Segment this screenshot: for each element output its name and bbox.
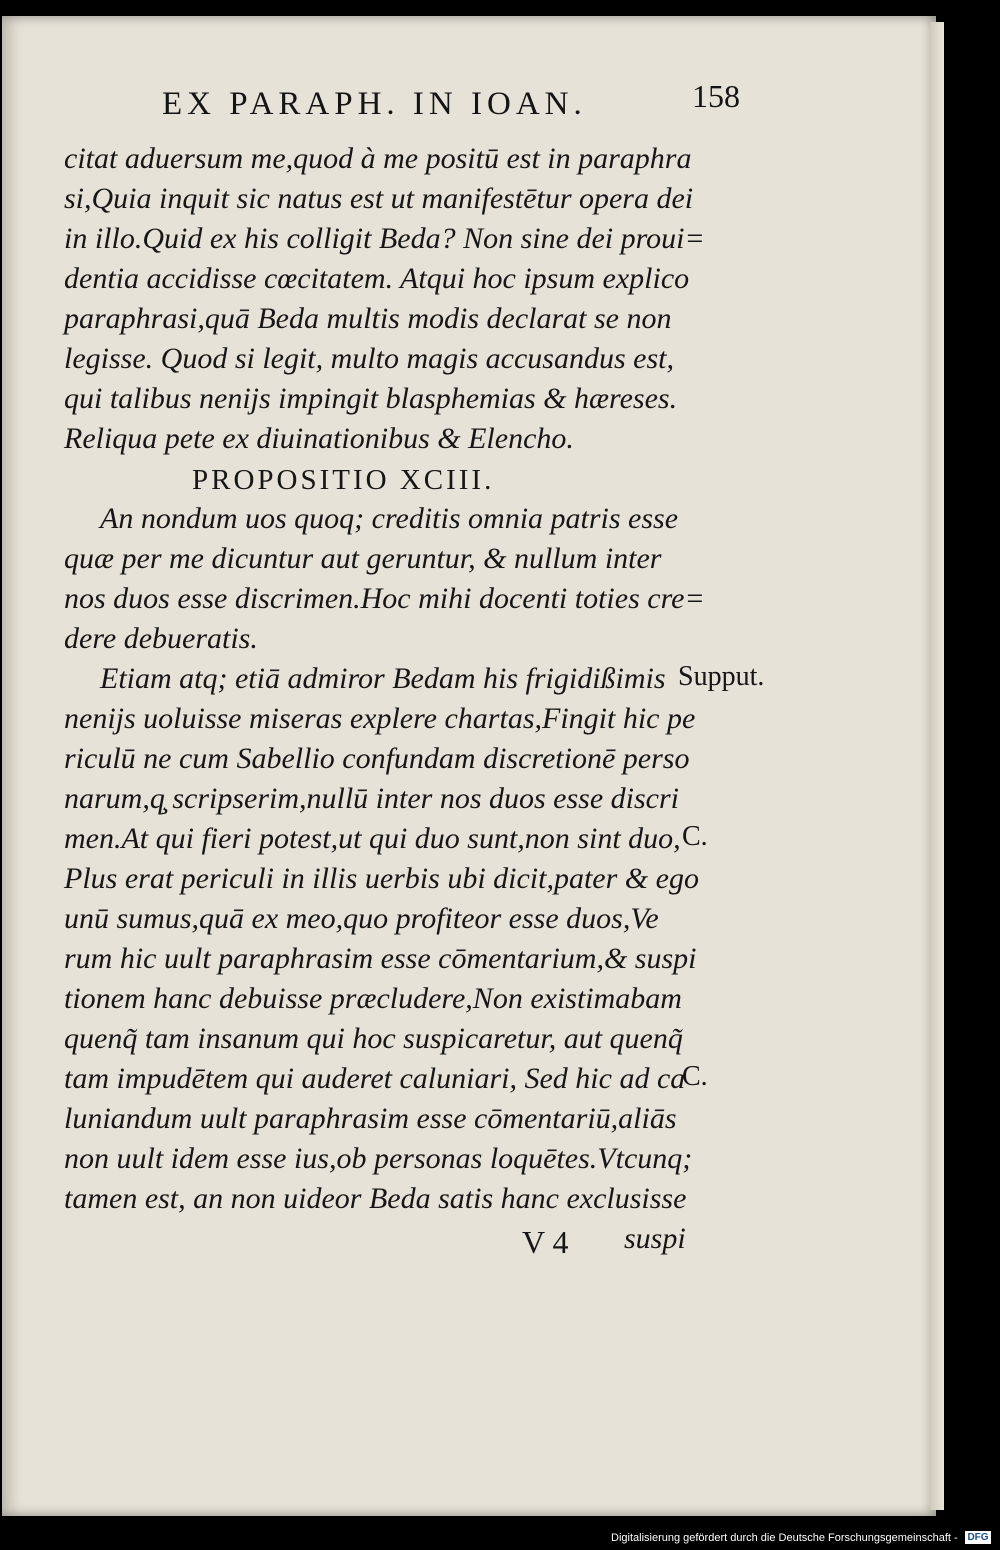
margin-note: Supput. (678, 661, 765, 692)
page-number: 158 (692, 78, 740, 114)
page-edge (930, 22, 944, 1510)
running-head: EX PARAPH. IN IOAN. (162, 86, 587, 122)
text-line: quæ per me dicuntur aut geruntur, & nullum inter (64, 542, 662, 575)
text-line: tamen est, an non uideor Beda satis hanc exclusisse (64, 1182, 687, 1215)
text-line: tam impudētem qui auderet caluniari, Sed hic ad ca (64, 1062, 686, 1095)
text-line: luniandum uult paraphrasim esse cōmentariū,aliās (64, 1102, 677, 1135)
text-line: nos duos esse discrimen.Hoc mihi docenti toties cre= (64, 582, 705, 615)
digitization-credit: Digitalisierung gefördert durch die Deutsche Forschungsgemeinschaft - (611, 1532, 958, 1544)
text-line: in illo.Quid ex his colligit Beda? Non sine dei proui= (64, 222, 705, 255)
text-line: Reliqua pete ex diuinationibus & Elencho. (64, 422, 574, 455)
text-line: dere debueratis. (64, 622, 258, 655)
text-line: narum,q̧ scripserim,nullū inter nos duos esse discri (64, 782, 679, 815)
margin-note: C. (682, 821, 708, 852)
text-line: men.At qui fieri potest,ut qui duo sunt,non sint duo, (64, 822, 681, 855)
text-line: rum hic uult paraphrasim esse cōmentarium,& suspi (64, 942, 697, 975)
dfg-logo: DFG (965, 1531, 991, 1544)
signature-mark: V 4 (522, 1224, 569, 1260)
text-line: dentia accidisse cœcitatem. Atqui hoc ipsum explico (64, 262, 690, 295)
text-line: paraphrasi,quā Beda multis modis declarat se non (64, 302, 672, 335)
text-line: An nondum uos quoq; creditis omnia patris esse (100, 502, 679, 535)
text-line: riculū ne cum Sabellio confundam discretionē perso (64, 742, 690, 775)
proposition-heading: PROPOSITIO XCIII. (192, 464, 495, 496)
text-line: non uult idem esse ius,ob personas loquētes.Vtcunq; (64, 1142, 693, 1175)
book-page (2, 16, 936, 1516)
margin-note: C. (682, 1061, 708, 1092)
text-line: Plus erat periculi in illis uerbis ubi dicit,pater & ego (64, 862, 699, 895)
text-line: si,Quia inquit sic natus est ut manifestētur opera dei (64, 182, 694, 215)
text-line: qui talibus nenijs impingit blasphemias & hæreses. (64, 382, 678, 415)
text-line: Etiam atq; etiā admiror Bedam his frigidißimis (100, 662, 666, 695)
text-line: nenijs uoluisse miseras explere chartas,Fingit hic pe (64, 702, 696, 735)
text-line: unū sumus,quā ex meo,quo profiteor esse duos,Ve (64, 902, 659, 935)
text-line: quenq̃ tam insanum qui hoc suspicaretur, aut quenq̃ (64, 1022, 683, 1055)
text-line: legisse. Quod si legit, multo magis accusandus est, (64, 342, 674, 375)
catchword: suspi (624, 1222, 686, 1255)
text-line: citat aduersum me,quod à me positū est in paraphra (64, 142, 692, 175)
text-line: tionem hanc debuisse præcludere,Non existimabam (64, 982, 682, 1015)
